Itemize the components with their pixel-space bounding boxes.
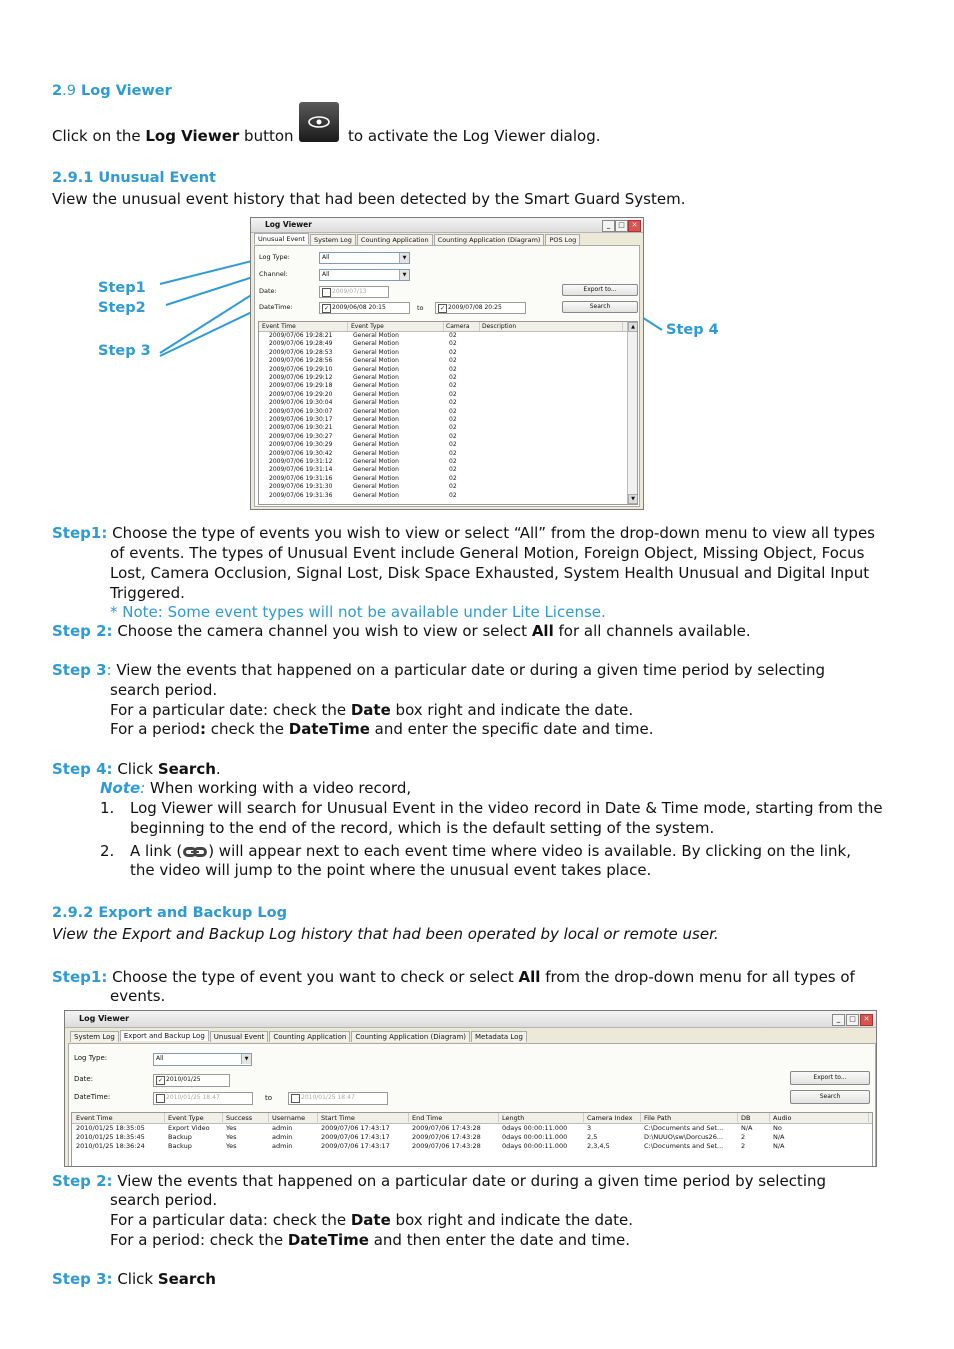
table-cell: General Motion: [353, 458, 399, 465]
ue-step4-note-label: Note: [100, 779, 141, 797]
section-number: 2: [52, 83, 63, 99]
ue-step2-label: Step 2:: [52, 622, 113, 640]
table-cell: 0days 00:00:11.000: [502, 1124, 568, 1132]
export-button[interactable]: Export to...: [562, 284, 638, 296]
table-cell: 02: [449, 483, 457, 491]
datetime-to-value-2: 2010/01/25 18:47: [301, 1094, 355, 1101]
table-cell: 2009/07/06 19:28:21: [269, 332, 333, 339]
table-row[interactable]: [259, 441, 637, 449]
ex-step1-label: Step1:: [52, 968, 108, 986]
ue-step4-note: [100, 778, 411, 798]
table-cell: 2010/01/25 18:36:24: [76, 1142, 145, 1150]
table-cell: 2009/07/06 19:31:30: [269, 483, 333, 491]
minimize-button-2[interactable]: _: [832, 1014, 845, 1026]
table-cell: 2010/01/25 18:35:05: [76, 1124, 145, 1132]
table-cell: 02: [449, 416, 457, 423]
ue-step3-date-bold: Date: [350, 701, 391, 719]
column-header[interactable]: Start Time: [321, 1113, 409, 1122]
grid-scrollbar[interactable]: [627, 322, 637, 504]
tab-unusual-event[interactable]: Unusual Event: [254, 233, 309, 244]
chevron-down-icon: ▼: [399, 253, 409, 263]
callout-step2: Step2: [98, 300, 146, 316]
column-header[interactable]: Username: [272, 1113, 318, 1122]
tab-counting-diagram[interactable]: Counting Application (Diagram): [434, 234, 545, 245]
intro-text-1: Click on the: [52, 127, 146, 145]
ue-step4-item2-cont: the video will jump to the point where the unusual event takes place.: [130, 861, 652, 879]
ex-step1-bold: All: [518, 968, 541, 986]
ue-step2-bold: All: [531, 622, 554, 640]
table-cell: 3: [587, 1124, 592, 1132]
table-cell: 02: [449, 374, 457, 381]
ue-step1-text: Choose the type of events you wish to view or select “All” from the drop-down menu to view all types: [107, 524, 875, 542]
ue-step4-item1: Log Viewer will search for Unusual Event in the video record in Date & Time mode, starting from the: [130, 799, 883, 817]
table-cell: General Motion: [353, 432, 399, 440]
maximize-button-2[interactable]: □: [846, 1014, 859, 1026]
ex-step2-label: Step 2:: [52, 1172, 113, 1190]
ue-step3-period-text: For a period: [110, 720, 200, 738]
ue-step3-text: View the events that happened on a particular date or during a given time period by selecting: [111, 661, 826, 679]
ue-step4-item2-text: A link (: [130, 842, 183, 860]
table-cell: 2009/07/06 19:30:29: [269, 441, 333, 449]
table-cell: 02: [449, 399, 457, 407]
table-cell: Yes: [226, 1124, 237, 1132]
ex-step2-date: [110, 1210, 633, 1230]
column-header[interactable]: Success: [226, 1113, 269, 1122]
window-title: Log Viewer: [265, 220, 312, 229]
intro-line-end: to activate the Log Viewer dialog.: [348, 127, 601, 145]
column-header[interactable]: Audio: [773, 1113, 869, 1122]
tab-unusual-event-2[interactable]: Unusual Event: [210, 1031, 269, 1042]
table-cell: 2,3,4,5: [587, 1142, 610, 1150]
table-cell: 2009/07/06 19:30:27: [269, 432, 333, 440]
table-cell: General Motion: [353, 365, 399, 373]
ue-step4-item1-num: 1.: [100, 799, 115, 817]
datetime-to-label-2: to: [265, 1094, 273, 1102]
grid-header: [259, 322, 637, 332]
ue-step4-item1-cont: beginning to the end of the record, which is the default setting of the system.: [130, 819, 715, 837]
table-cell: Export Video: [168, 1124, 210, 1132]
datetime-from-value-2: 2010/01/25 18:47: [166, 1094, 220, 1101]
table-cell: 02: [449, 449, 457, 457]
table-cell: C:\Documents and Set...: [644, 1142, 724, 1150]
log-type-label: Log Type:: [259, 253, 290, 261]
table-cell: 2009/07/06 19:28:53: [269, 348, 333, 356]
table-cell: 02: [449, 491, 457, 499]
table-row[interactable]: [259, 399, 637, 407]
unusual-description: View the unusual event history that had been detected by the Smart Guard System.: [52, 190, 686, 208]
table-cell: 2009/07/06 17:43:17: [321, 1133, 390, 1141]
ue-step1-cont1: of events. The types of Unusual Event include General Motion, Foreign Object, Missing Object, Focus: [110, 544, 865, 562]
ex-step3-bold: Search: [157, 1270, 216, 1288]
table-row[interactable]: [259, 349, 637, 357]
table-row[interactable]: [259, 458, 637, 466]
table-cell: 2009/07/06 19:30:04: [269, 399, 333, 407]
table-cell: 2009/07/06 19:31:12: [269, 458, 333, 465]
ue-step2-line: [52, 621, 751, 641]
table-cell: N/A: [773, 1133, 785, 1141]
tab-system-log[interactable]: System Log: [310, 234, 356, 245]
ue-step4-note-text: When working with a video record,: [145, 779, 412, 797]
table-cell: 02: [449, 441, 457, 449]
ue-step3-period: [110, 719, 654, 739]
ue-step3-period-bold: DateTime: [288, 720, 370, 738]
table-cell: No: [773, 1124, 782, 1132]
link-icon: [182, 845, 208, 859]
table-cell: 0days 00:00:11.000: [502, 1142, 568, 1150]
ex-step3-text: Click: [112, 1270, 158, 1288]
ue-step4-period: .: [215, 760, 221, 778]
table-cell: 0days 00:00:11.000: [502, 1133, 568, 1141]
table-cell: 02: [449, 432, 457, 440]
table-cell: 2009/07/06 19:31:16: [269, 474, 333, 482]
datetime-checkbox-2[interactable]: [156, 1094, 165, 1103]
window-title-2: Log Viewer: [79, 1014, 130, 1023]
table-row[interactable]: [259, 483, 637, 491]
ue-step1-note: * Note: Some event types will not be available under Lite License.: [110, 603, 606, 621]
table-row[interactable]: [259, 475, 637, 483]
table-cell: 2009/07/06 17:43:28: [412, 1142, 481, 1150]
ue-step4-label: Step 4:: [52, 760, 113, 778]
callout-line-step3b: [160, 310, 256, 356]
event-grid: [258, 321, 638, 505]
col-description[interactable]: Description: [482, 322, 623, 331]
date-value-2: 2010/01/25: [166, 1076, 201, 1083]
table-cell: C:\Documents and Set...: [644, 1124, 724, 1132]
ue-step1-line: [52, 523, 875, 543]
table-cell: General Motion: [353, 416, 399, 423]
table-cell: 2009/07/06 19:30:07: [269, 407, 333, 415]
date-checkbox[interactable]: [322, 288, 331, 297]
datetime-to-checkbox-2[interactable]: [291, 1094, 300, 1103]
table-cell: General Motion: [353, 449, 399, 457]
ue-step3-period-colon: :: [199, 720, 206, 738]
callout-step3: Step 3: [98, 343, 151, 359]
table-row[interactable]: [72, 1133, 872, 1141]
log-type-value-2: All: [156, 1055, 164, 1062]
unusual-heading: 2.9.1 Unusual Event: [52, 170, 216, 186]
date-field-2[interactable]: [153, 1074, 230, 1087]
table-row[interactable]: [259, 340, 637, 348]
ue-step1-cont3: Triggered.: [110, 584, 185, 602]
log-type-select-2[interactable]: [153, 1053, 252, 1066]
table-cell: General Motion: [353, 424, 399, 432]
table-cell: 02: [449, 332, 457, 339]
table-cell: 02: [449, 407, 457, 415]
column-header[interactable]: Length: [502, 1113, 584, 1122]
table-cell: 2: [741, 1142, 746, 1150]
ex-step1-line: [52, 967, 855, 987]
table-cell: 2009/07/06 19:29:10: [269, 365, 333, 373]
log-type-select[interactable]: [319, 252, 410, 264]
tab-counting-application[interactable]: Counting Application: [357, 234, 433, 245]
table-cell: 2009/07/06 19:28:49: [269, 340, 333, 348]
search-button-2[interactable]: Search: [790, 1090, 870, 1104]
table-cell: 2,5: [587, 1133, 598, 1141]
ex-step1-text: Choose the type of event you want to check or select: [107, 968, 519, 986]
table-row[interactable]: [259, 374, 637, 382]
ue-step4-item2: [130, 841, 851, 861]
datetime-to-label: to: [417, 304, 424, 312]
ue-step1-label: Step1:: [52, 524, 108, 542]
table-row[interactable]: [259, 391, 637, 399]
table-cell: 2009/07/06 19:30:42: [269, 449, 333, 457]
table-row[interactable]: [259, 433, 637, 441]
ex-step2-date-text: For a particular data: check the: [110, 1211, 351, 1229]
table-row[interactable]: [72, 1124, 872, 1132]
tab-panel-2: [68, 1043, 876, 1167]
table-cell: 2009/07/06 19:31:36: [269, 491, 333, 499]
table-row[interactable]: [72, 1142, 872, 1150]
datetime-from-field-2[interactable]: [153, 1092, 253, 1105]
table-cell: 02: [449, 466, 457, 474]
intro-bold: Log Viewer: [145, 127, 240, 145]
table-cell: 02: [449, 348, 457, 356]
table-cell: 02: [449, 474, 457, 482]
intro-text-2: button: [239, 127, 294, 145]
table-cell: D:\NUUO\sw\Dorcus26...: [644, 1133, 724, 1141]
table-cell: Backup: [168, 1133, 192, 1141]
table-cell: General Motion: [353, 399, 399, 407]
column-header[interactable]: File Path: [644, 1113, 738, 1122]
callout-step1: Step1: [98, 280, 146, 296]
table-cell: 02: [449, 382, 457, 390]
table-cell: General Motion: [353, 357, 399, 365]
ex-step2-period: [110, 1230, 630, 1250]
close-button[interactable]: ✕: [628, 220, 641, 232]
table-cell: 2009/07/06 19:28:56: [269, 357, 333, 365]
table-cell: 02: [449, 357, 457, 365]
ue-step3-period-text-3: and enter the specific date and time.: [369, 720, 654, 738]
tab-bar-2: [70, 1031, 528, 1042]
date-field[interactable]: [319, 286, 389, 298]
ue-step3-line: [52, 660, 825, 680]
maximize-button[interactable]: □: [615, 220, 628, 232]
table-row[interactable]: [259, 408, 637, 416]
datetime-label: DateTime:: [259, 303, 293, 311]
grid-header-2: [72, 1113, 872, 1124]
table-cell: 2009/07/06 19:29:20: [269, 390, 333, 398]
ex-step2-period-text-2: and then enter the date and time.: [368, 1231, 630, 1249]
ex-step1-cont: events.: [110, 987, 166, 1005]
table-cell: 2009/07/06 19:30:21: [269, 424, 333, 432]
table-cell: 2009/07/06 19:29:12: [269, 374, 333, 381]
table-row[interactable]: [259, 424, 637, 432]
chevron-down-icon: ▼: [241, 1054, 251, 1064]
table-cell: 2009/07/06 19:29:18: [269, 382, 333, 390]
table-cell: 2009/07/06 19:31:14: [269, 466, 333, 474]
scroll-up-icon[interactable]: ▲: [628, 322, 638, 332]
datetime-to-value: 2009/07/08 20:25: [448, 304, 502, 311]
close-button-2[interactable]: ✕: [860, 1014, 873, 1026]
channel-label: Channel:: [259, 270, 288, 278]
ex-step1-text-2: from the drop-down menu for all types of: [540, 968, 855, 986]
table-row[interactable]: [259, 366, 637, 374]
section-title: Log Viewer: [81, 83, 172, 99]
callout-step4: Step 4: [666, 322, 719, 338]
export-button-2[interactable]: Export to...: [790, 1071, 870, 1085]
log-viewer-window-export: [64, 1010, 877, 1167]
table-cell: 02: [449, 458, 457, 465]
col-event-type[interactable]: Event Type: [351, 322, 444, 331]
table-cell: 02: [449, 340, 457, 348]
table-cell: admin: [272, 1133, 293, 1141]
table-cell: General Motion: [353, 466, 399, 474]
table-row[interactable]: [259, 492, 637, 500]
datetime-to-field-2[interactable]: [288, 1092, 388, 1105]
col-event-time[interactable]: Event Time: [262, 322, 348, 331]
ue-step3-label: Step 3: [52, 661, 107, 679]
tab-panel: [254, 245, 640, 507]
ue-step3-period-text-2: check the: [205, 720, 289, 738]
ue-step3-colon: :: [106, 661, 112, 679]
ex-step2-line: [52, 1171, 826, 1191]
table-cell: General Motion: [353, 332, 399, 339]
window-titlebar: [251, 218, 643, 233]
column-header[interactable]: Event Type: [168, 1113, 223, 1122]
table-row[interactable]: [259, 357, 637, 365]
table-cell: General Motion: [353, 340, 399, 348]
ue-step4-note-colon: :: [140, 779, 146, 797]
ue-step3-date-text-2: box right and indicate the date.: [390, 701, 634, 719]
table-cell: 2: [741, 1133, 746, 1141]
tab-pos-log[interactable]: POS Log: [545, 234, 580, 245]
channel-value: All: [322, 271, 330, 278]
export-grid: [71, 1112, 873, 1167]
log-viewer-window-unusual: [250, 217, 644, 510]
tab-metadata-log[interactable]: Metadata Log: [471, 1031, 527, 1042]
table-cell: General Motion: [353, 474, 399, 482]
scroll-down-icon[interactable]: ▼: [628, 494, 638, 504]
date-label: Date:: [259, 287, 277, 295]
table-row[interactable]: [259, 450, 637, 458]
ue-step4-item2-text-2: ) will appear next to each event time where video is available. By clicking on the link,: [208, 842, 851, 860]
ex-step2-text: View the events that happened on a particular date or during a given time period by selecting: [112, 1172, 827, 1190]
ue-step2-text-2: for all channels available.: [553, 622, 751, 640]
table-cell: admin: [272, 1124, 293, 1132]
datetime-to-field[interactable]: [435, 302, 526, 314]
callout-line-step3a: [160, 292, 256, 353]
table-cell: 02: [449, 390, 457, 398]
ue-step4-bold: Search: [157, 760, 216, 778]
table-cell: General Motion: [353, 407, 399, 415]
table-cell: General Motion: [353, 382, 399, 390]
ex-step3-label: Step 3:: [52, 1270, 113, 1288]
ue-step4-line: [52, 759, 221, 779]
table-cell: Backup: [168, 1142, 192, 1150]
export-heading: 2.9.2 Export and Backup Log: [52, 905, 288, 921]
table-cell: Yes: [226, 1133, 237, 1141]
table-cell: N/A: [773, 1142, 785, 1150]
ue-step3-cont1: search period.: [110, 681, 218, 699]
date-label-2: Date:: [74, 1075, 94, 1083]
tab-export-backup-log[interactable]: Export and Backup Log: [120, 1030, 209, 1041]
table-cell: 2009/07/06 17:43:17: [321, 1124, 390, 1132]
ex-step2-cont1: search period.: [110, 1191, 218, 1209]
section-number-rest: .9: [62, 83, 76, 99]
table-cell: Yes: [226, 1142, 237, 1150]
ue-step2-text: Choose the camera channel you wish to view or select: [112, 622, 532, 640]
table-cell: General Motion: [353, 491, 399, 499]
log-type-value: All: [322, 254, 330, 261]
tab-counting-application-2[interactable]: Counting Application: [269, 1031, 350, 1042]
table-cell: 02: [449, 365, 457, 373]
table-row[interactable]: [259, 332, 637, 340]
col-camera[interactable]: Camera: [446, 322, 480, 331]
table-cell: 2009/07/06 17:43:17: [321, 1142, 390, 1150]
ue-step4-item2-num: 2.: [100, 842, 115, 860]
ue-step3-date: [110, 700, 633, 720]
ex-step2-period-bold: DateTime: [287, 1231, 369, 1249]
window-titlebar-2: [65, 1011, 876, 1028]
table-cell: 2009/07/06 19:30:17: [269, 416, 333, 423]
ex-step2-date-text-2: box right and indicate the date.: [390, 1211, 634, 1229]
date-checkbox-2[interactable]: ✓: [157, 1077, 164, 1084]
channel-select[interactable]: [319, 269, 410, 281]
datetime-to-checkbox[interactable]: ✓: [439, 305, 446, 312]
ue-step3-date-text: For a particular date: check the: [110, 701, 351, 719]
table-cell: 2010/01/25 18:35:45: [76, 1133, 145, 1141]
date-value: 2009/07/13: [332, 288, 367, 295]
column-header[interactable]: DB: [741, 1113, 770, 1122]
datetime-from-field[interactable]: [319, 302, 410, 314]
chevron-down-icon: ▼: [399, 270, 409, 280]
table-cell: 02: [449, 424, 457, 432]
log-type-label-2: Log Type:: [74, 1054, 108, 1062]
table-cell: General Motion: [353, 483, 399, 491]
table-cell: General Motion: [353, 441, 399, 449]
minimize-button[interactable]: _: [602, 220, 615, 232]
ue-step4-text: Click: [112, 760, 158, 778]
table-cell: General Motion: [353, 374, 399, 381]
tab-system-log-2[interactable]: System Log: [70, 1031, 119, 1042]
table-cell: 2009/07/06 17:43:28: [412, 1133, 481, 1141]
ex-step2-date-bold: Date: [350, 1211, 391, 1229]
ue-step1-cont2: Lost, Camera Occlusion, Signal Lost, Disk Space Exhausted, System Health Unusual and Digital Input: [110, 564, 870, 582]
tab-counting-diagram-2[interactable]: Counting Application (Diagram): [351, 1031, 470, 1042]
datetime-from-value: 2009/06/08 20:15: [332, 304, 386, 311]
table-cell: admin: [272, 1142, 293, 1150]
search-button[interactable]: Search: [562, 301, 638, 313]
table-cell: N/A: [741, 1124, 753, 1132]
table-cell: General Motion: [353, 348, 399, 356]
column-header[interactable]: Event Time: [76, 1113, 165, 1122]
table-row[interactable]: [259, 466, 637, 474]
column-header[interactable]: Camera Index: [587, 1113, 641, 1122]
ex-step3-line: [52, 1269, 216, 1289]
export-description: View the Export and Backup Log history that had been operated by local or remote user.: [52, 925, 719, 943]
table-row[interactable]: [259, 416, 637, 424]
datetime-checkbox[interactable]: ✓: [323, 305, 330, 312]
column-header[interactable]: End Time: [412, 1113, 499, 1122]
table-row[interactable]: [259, 382, 637, 390]
ex-step2-period-text: For a period: check the: [110, 1231, 288, 1249]
table-cell: General Motion: [353, 390, 399, 398]
datetime-label-2: DateTime:: [74, 1093, 111, 1101]
table-cell: 2009/07/06 17:43:28: [412, 1124, 481, 1132]
tab-bar: [254, 234, 581, 245]
